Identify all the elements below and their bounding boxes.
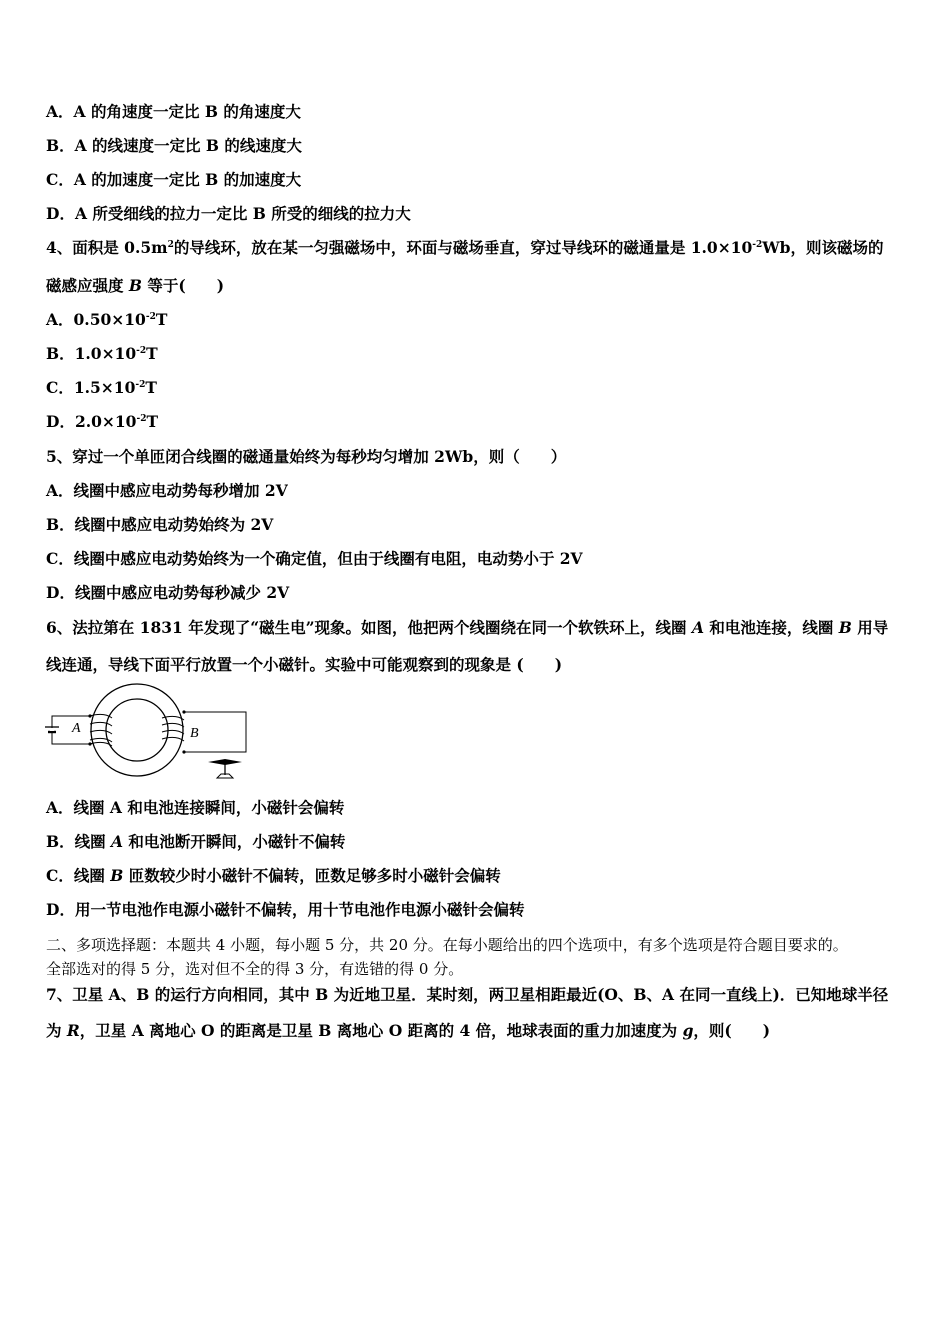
coil-a-label: A — [72, 721, 81, 736]
coil-b-label: B — [190, 726, 199, 741]
q6-option-c: C．线圈 B 匝数较少时小磁针不偏转，匝数足够多时小磁针会偏转 — [46, 866, 501, 885]
coil-ring-figure — [42, 682, 252, 782]
q3-option-d: D．A 所受细线的拉力一定比 B 所受的细线的拉力大 — [46, 204, 411, 223]
q5-option-a: A．线圈中感应电动势每秒增加 2V — [46, 481, 288, 500]
q5-stem: 5、穿过一个单匝闭合线圈的磁通量始终为每秒均匀增加 2Wb，则（ ） — [46, 447, 567, 466]
section2-header: 二、多项选择题：本题共 4 小题，每小题 5 分，共 20 分。在每小题给出的四个选项中，有多个选项是符合题目要求的。 — [46, 936, 848, 954]
q6-option-b: B．线圈 A 和电池断开瞬间，小磁针不偏转 — [46, 832, 346, 851]
q3-option-a: A．A 的角速度一定比 B 的角速度大 — [46, 102, 301, 121]
q6-stem: 6、法拉第在 1831 年发现了“磁生电”现象。如图，他把两个线圈绕在同一个软铁环上，线圈 A 和电池连接，线圈 B 用导 — [46, 618, 889, 637]
q6-stem-line2: 线连通，导线下面平行放置一个小磁针。实验中可能观察到的现象是 ( ) — [46, 655, 563, 674]
q6-option-d: D．用一节电池作电源小磁针不偏转，用十节电池作电源小磁针会偏转 — [46, 900, 525, 919]
q4-option-b: B．$1.0\times 10^{-2}T$ — [46, 344, 158, 363]
q4-option-c: C．$1.5\times 10^{-2}T$ — [46, 378, 157, 397]
q7-stem: 7、卫星 A、B 的运行方向相同，其中 B 为近地卫星．某时刻，两卫星相距最近(O、B、A 在同一直线上)．已知地球半径 — [46, 985, 889, 1004]
q7-stem-line2: 为 R，卫星 A 离地心 O 的距离是卫星 B 离地心 O 距离的 4 倍，地球表面的重力加速度为 g，则( ) — [46, 1021, 771, 1040]
q4-stem: 4、面积是 $0.5m^2$的导线环，放在某一匀强磁场中，环面与磁场垂直，穿过导线环的磁通量是 $1.0\times 10^{-2}Wb$，则该磁场的 — [46, 238, 884, 257]
q3-option-c: C．A 的加速度一定比 B 的加速度大 — [46, 170, 302, 189]
q6-option-a: A．线圈 A 和电池连接瞬间，小磁针会偏转 — [46, 798, 345, 817]
battery-wire — [52, 716, 90, 744]
q4-option-d: D．$2.0\times 10^{-2}T$ — [46, 412, 159, 431]
q5-option-d: D．线圈中感应电动势每秒减少 2V — [46, 583, 290, 602]
q5-option-b: B．线圈中感应电动势始终为 2V — [46, 515, 274, 534]
iron-ring-outer — [91, 684, 183, 776]
section2-header-line2: 全部选对的得 5 分，选对但不全的得 3 分，有选错的得 0 分。 — [46, 960, 464, 978]
compass-needle — [208, 759, 242, 778]
coil-b — [162, 716, 184, 741]
q5-option-c: C．线圈中感应电动势始终为一个确定值，但由于线圈有电阻，电动势小于 2V — [46, 549, 583, 568]
q3-option-b: B．A 的线速度一定比 B 的线速度大 — [46, 136, 302, 155]
q4-stem-line2: 磁感应强度 B 等于( ) — [46, 276, 225, 295]
iron-ring-inner — [106, 699, 168, 761]
q4-option-a: A．$0.50\times 10^{-2}T$ — [46, 310, 168, 329]
